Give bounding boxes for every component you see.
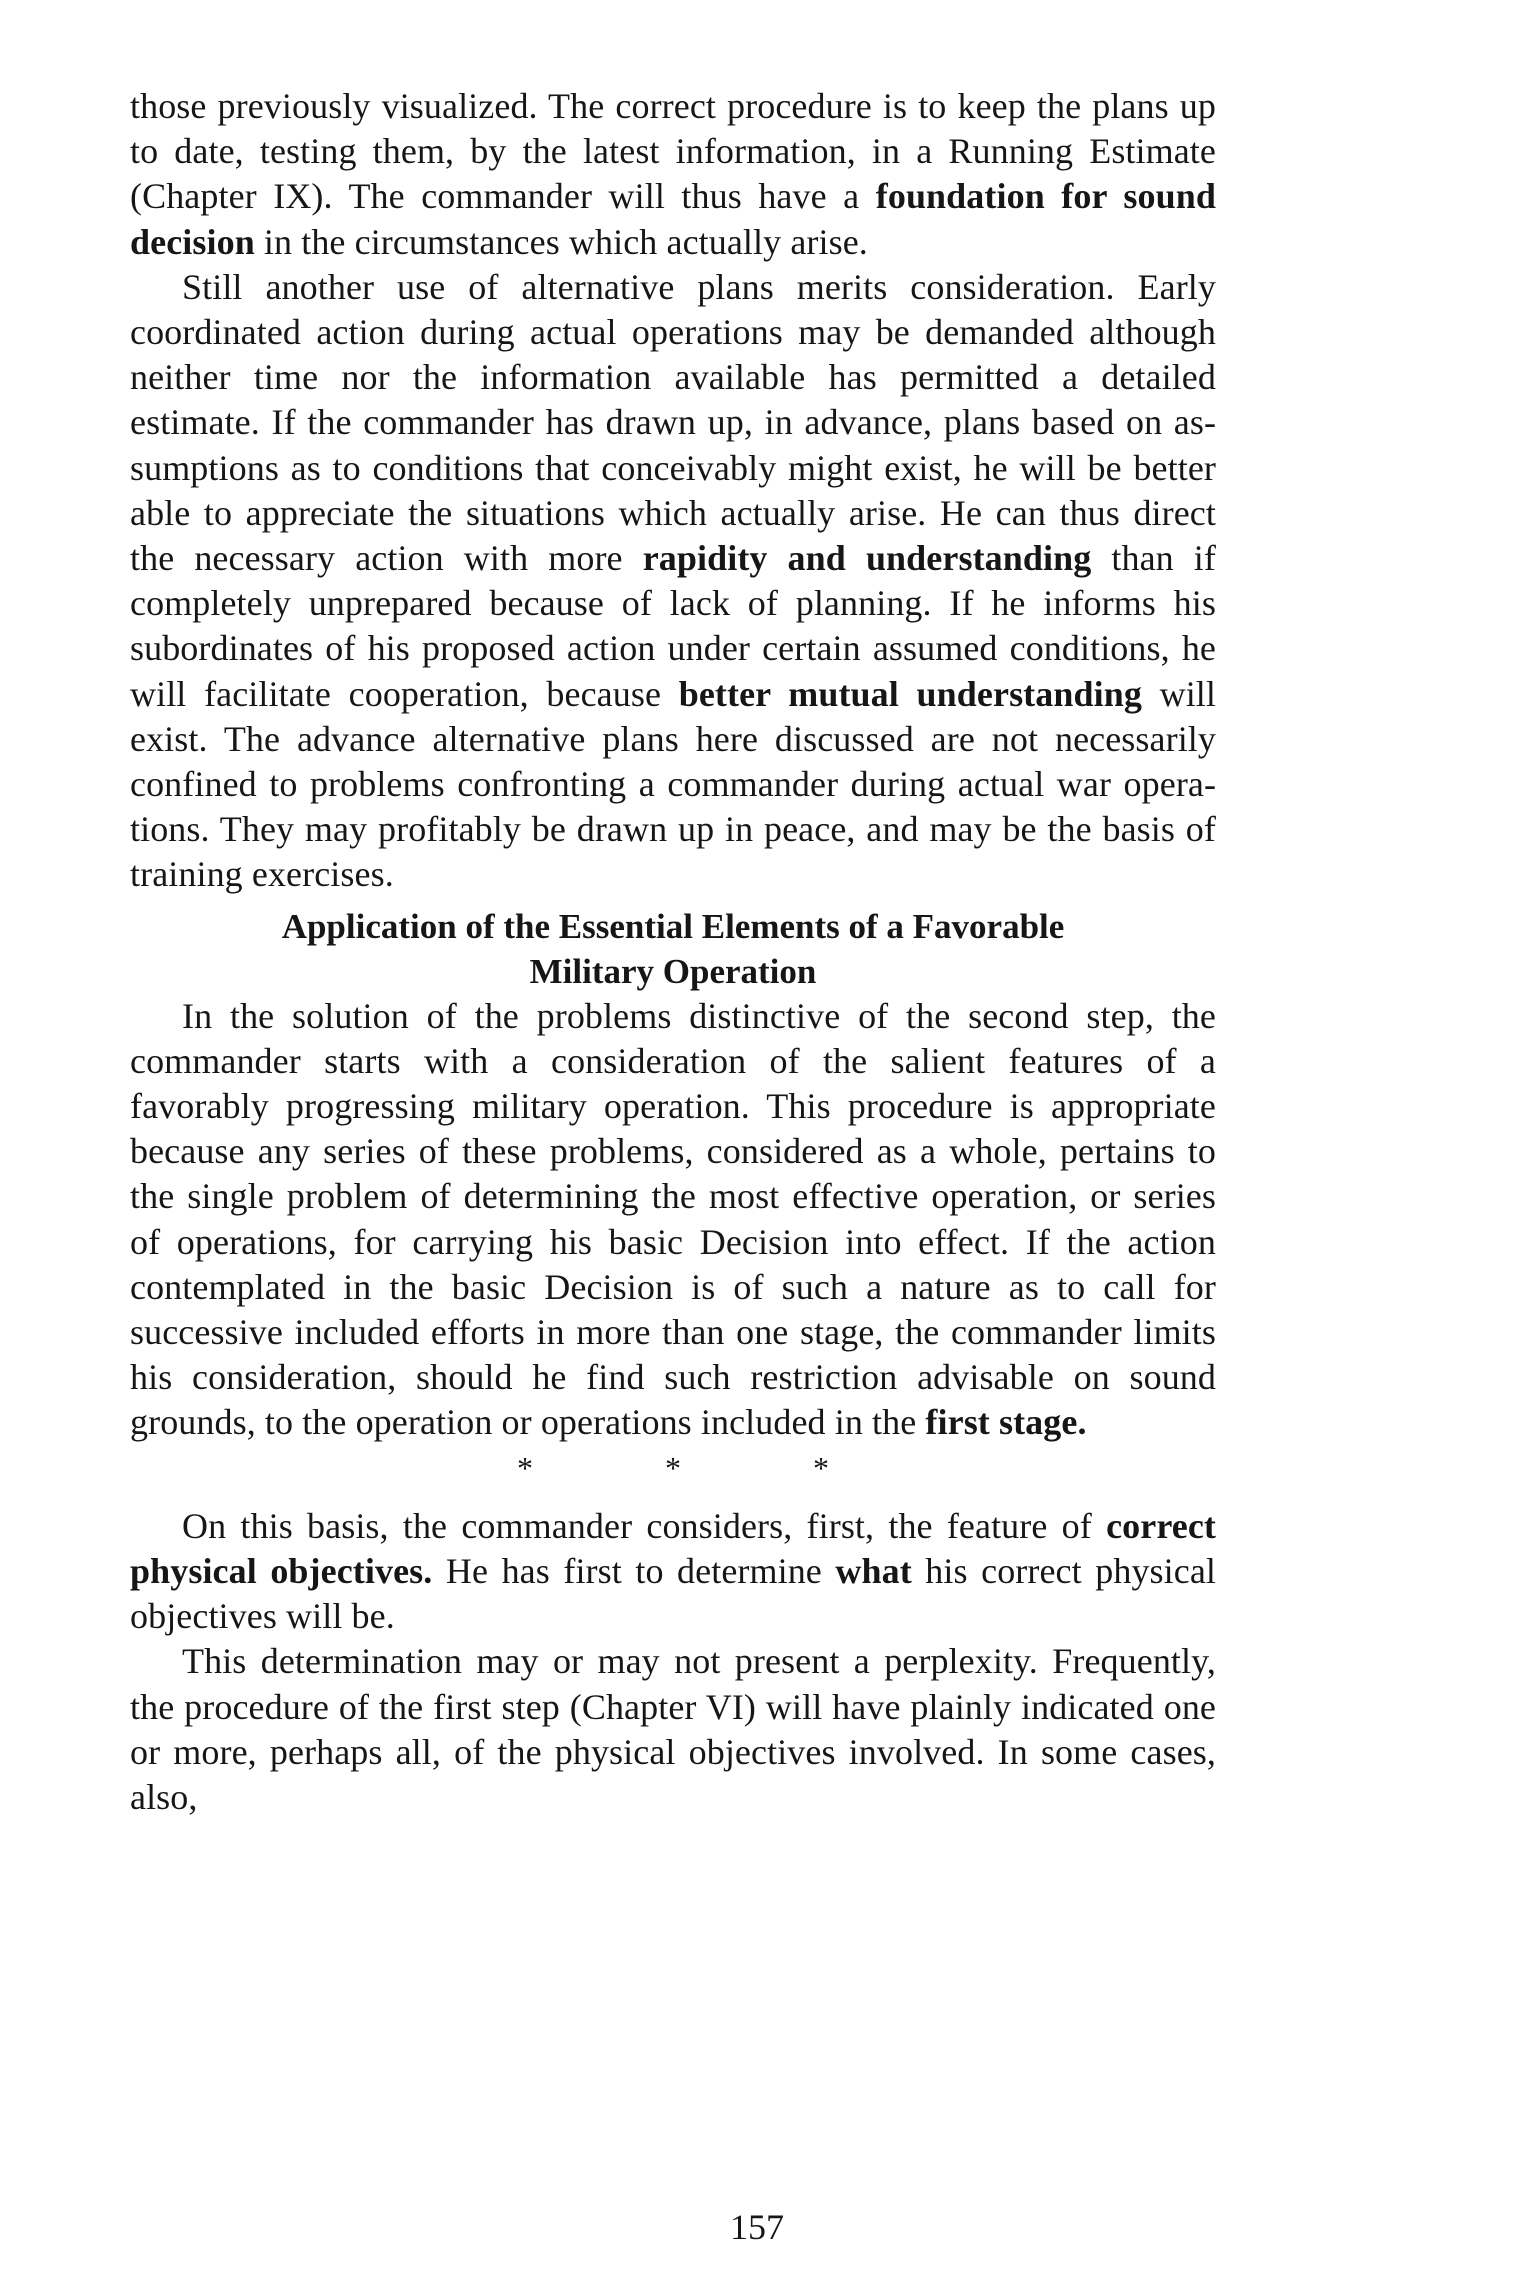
text-segment: In the solution of the problems distinctive of the second step, the commander starts with a consideration of the salient features of a favorably progressing military operation. This procedure is appropriate because any series of these problems, considered as a whole, pertains to the single problem of determining the most effective operation, or series of operations, for carrying his basic Decision into effect. If the action contemplated in the basic Decision is of such a nature as to call for successive included efforts in more than one stage, the commander limits his consideration, should he find such restriction advisable on sound grounds, to the operation or operations included in the (130, 995, 1216, 1443)
page-number: 157 (730, 2207, 784, 2247)
text-segment: Still another use of alternative plans merits consideration. Early coordinated action during actual operations may be demanded although neither time nor the information available has permitted a detailed estimate. If the commander has drawn up, in advance, plans based on assumptions as to conditions that conceivably might exist, he will be better able to appreciate the situations which actually arise. He can thus direct the necessary action with more (130, 266, 1216, 579)
emphasis-correct-physical-objectives: correct physical objectives. (130, 1505, 1216, 1591)
text-segment: his correct physical objectives will be. (130, 1550, 1217, 1637)
text-segment: in the circumstances which actually arise. (254, 221, 868, 262)
text-segment: This determination may or may not present a perplexity. Frequently, the procedure of the first step (Chapter VI) will have plainly indicated one or more, perhaps all, of the physical objectives involved. In some cases, also, (130, 1641, 1216, 1817)
emphasis-first-stage: first stage. (925, 1402, 1087, 1443)
section-heading (130, 904, 1216, 994)
text-segment: He has first to determine (432, 1550, 836, 1591)
paragraph-alternative-plans (130, 265, 1216, 898)
section-heading-line-2: Military Operation (529, 951, 817, 991)
text-segment: than if completely unprepared because of lack of planning. If he informs his subordinates of his proposed action under certain assumed conditions, he will facilitate cooperation, because (130, 538, 1216, 714)
paragraph-determination-perplexity (130, 1639, 1216, 1820)
emphasis-rapidity-and-understanding: rapidity and understanding (642, 538, 1092, 579)
emphasis-better-mutual-understanding: better mutual understanding (678, 673, 1142, 714)
paragraph-correct-physical-objectives (130, 1504, 1216, 1640)
text-segment: those previously visualized. The correct procedure is to keep the plans up to date, testing them, by the latest information, in a Running Estimate (Chapter IX). The commander will thus have a (130, 86, 1216, 217)
text-segment: On this basis, the commander considers, first, the feature of (182, 1505, 1107, 1546)
paragraph-plans-up-to-date (130, 84, 1216, 265)
emphasis-foundation-for-sound-decision: foundation for sound decision (130, 176, 1216, 262)
emphasis-what: what (835, 1550, 912, 1591)
section-break-asterisks: * * * (517, 1449, 891, 1486)
text-segment: will exist. The advance alternative plans here discussed are not necessarily confined to problems confronting a commander during actual war operations. They may profitably be drawn up in peace, and may be the basis of training exercises. (130, 673, 1217, 895)
book-page-body (130, 84, 1216, 1820)
paragraph-solution-second-step (130, 994, 1216, 1446)
section-heading-line-1: Application of the Essential Elements of a Favorable (281, 906, 1065, 946)
